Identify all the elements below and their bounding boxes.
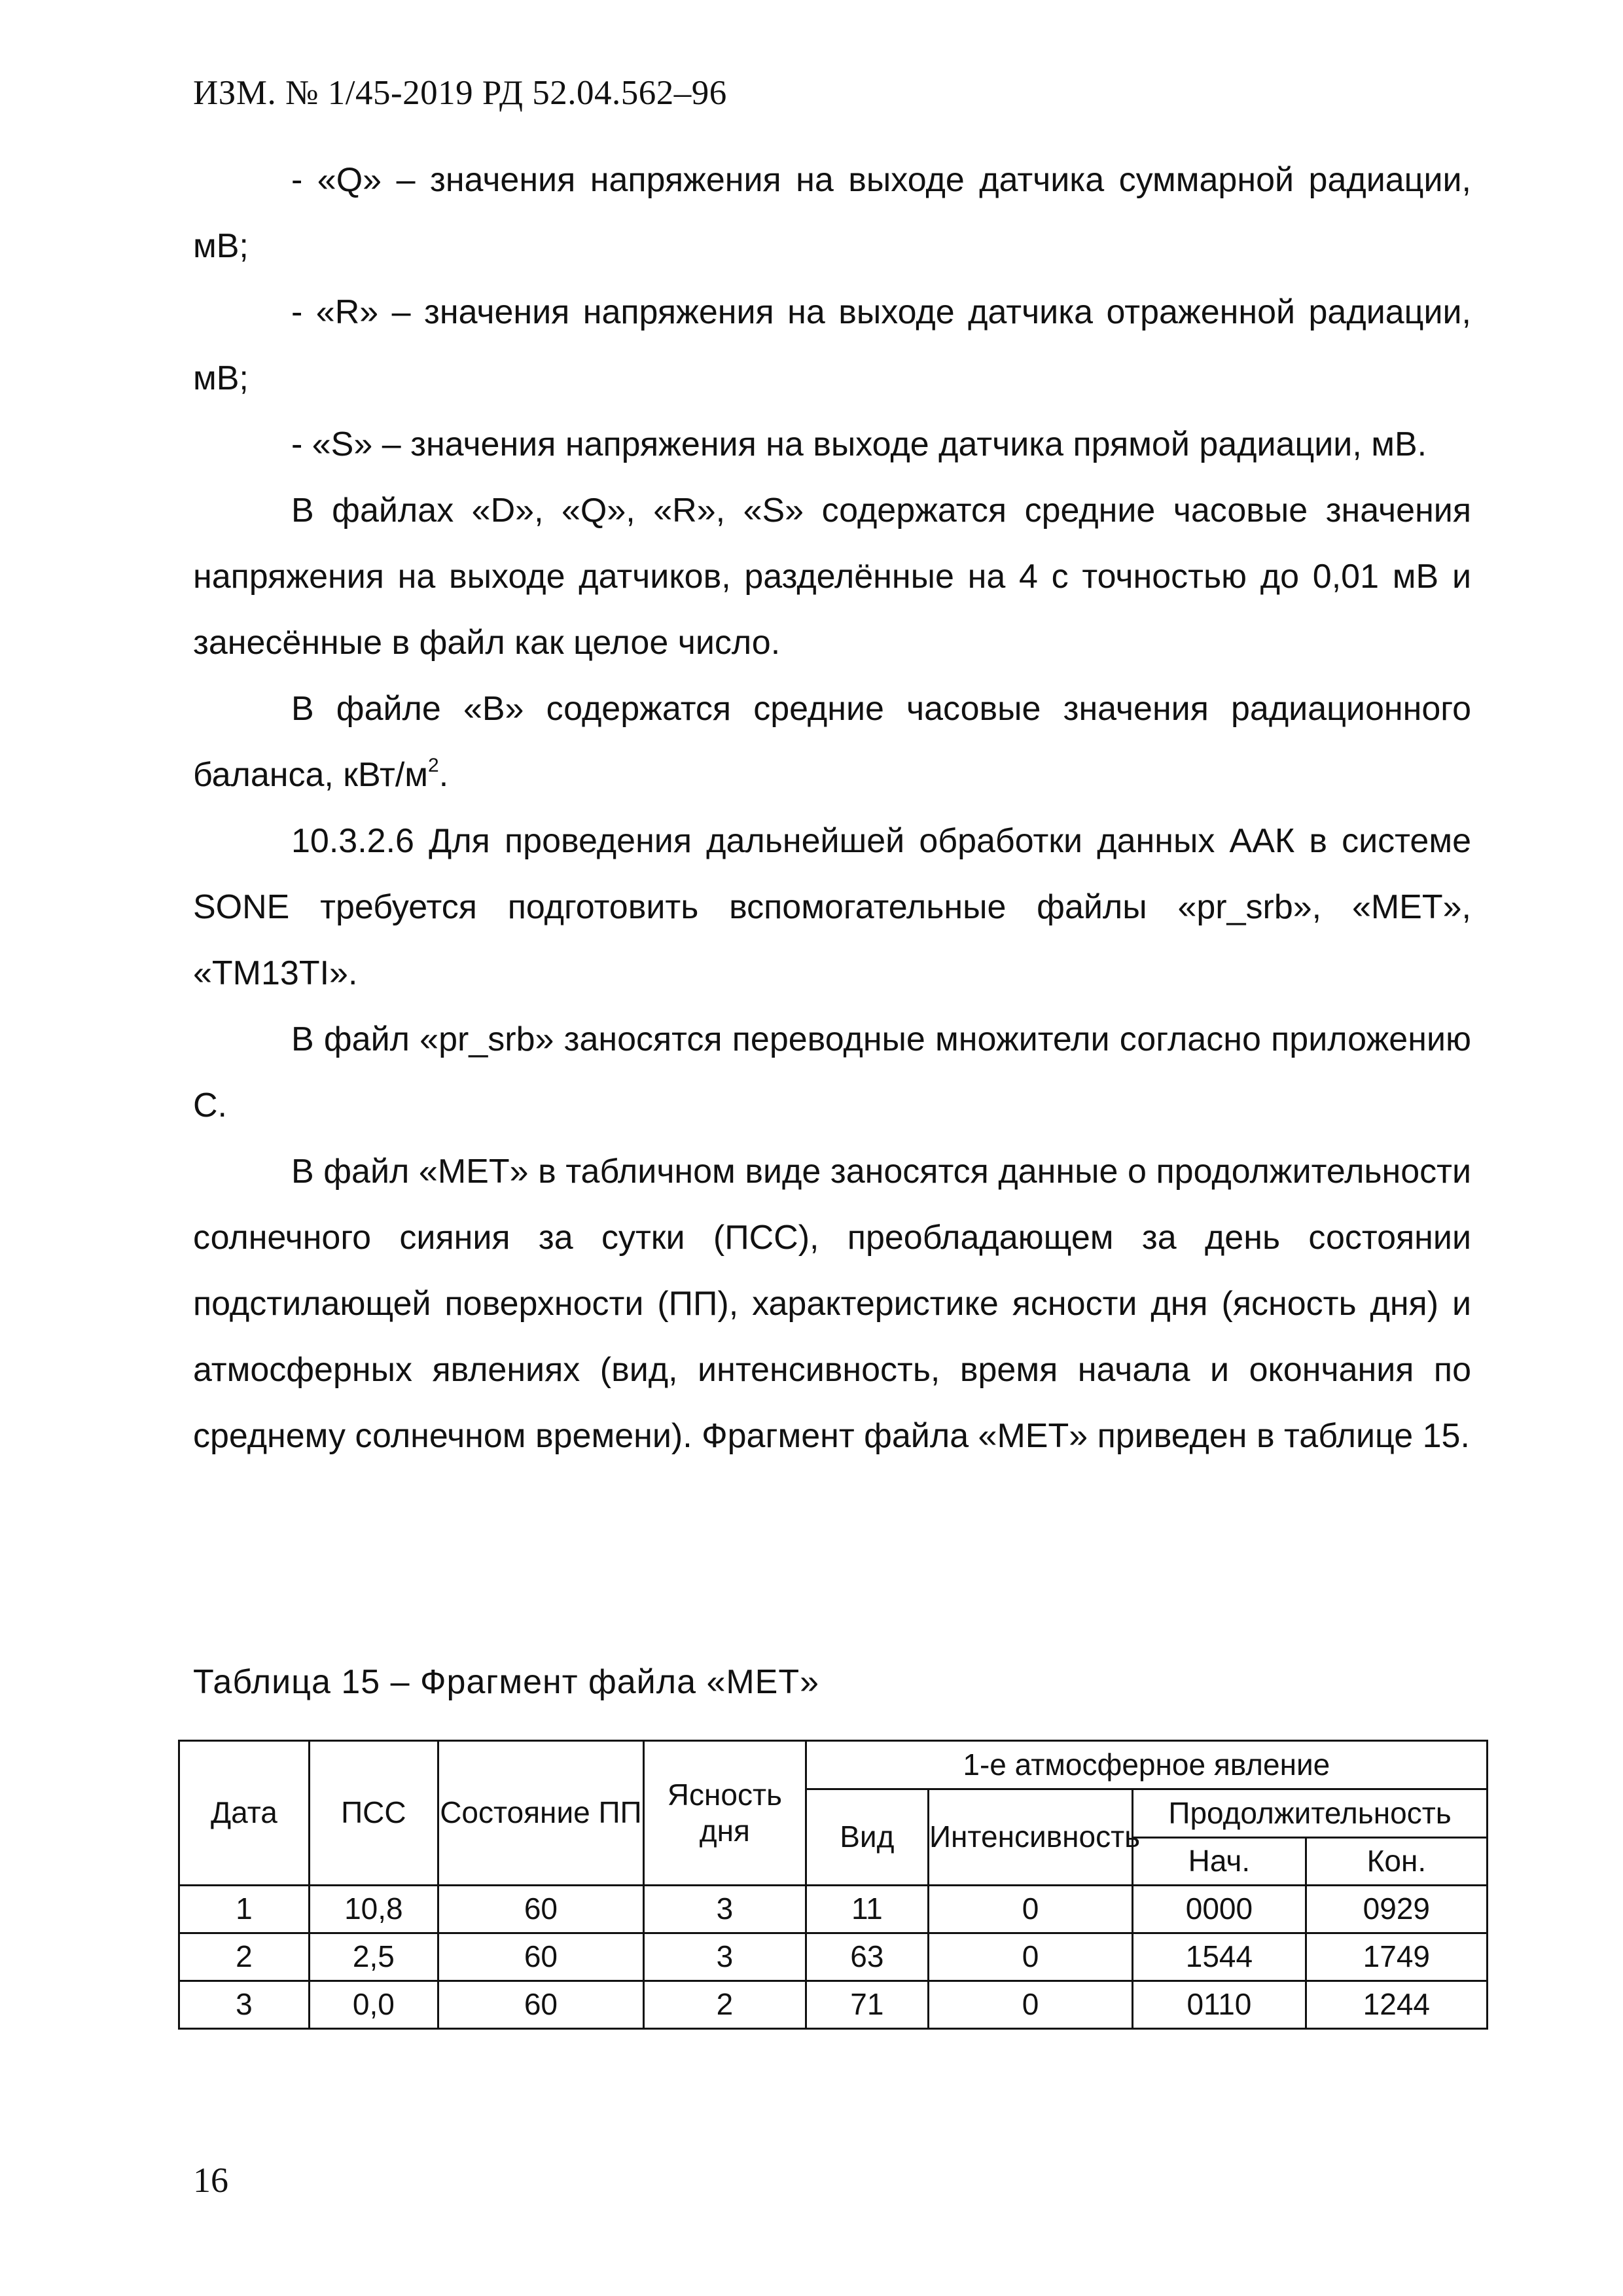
cell-state: 60 xyxy=(438,1981,643,2029)
cell-start: 0110 xyxy=(1133,1981,1306,2029)
paragraph-met: В файл «MET» в табличном виде заносятся данные о продолжительности солнечного сияния за сутки (ПСС), преобладающем за день состоянии подстилающей поверхности (ПП), характеристике ясности дня (ясность дня) и атмосферных явлениях (вид, интенсивность, время начала и окончания по среднему солнечном времени). Фрагмент файла «MET» приведен в таблице 15. xyxy=(193,1153,1471,1455)
table-caption: Таблица 15 – Фрагмент файла «MET» xyxy=(193,1663,820,1701)
superscript-2: 2 xyxy=(428,755,439,776)
document-header: ИЗМ. № 1/45-2019 РД 52.04.562–96 xyxy=(193,74,727,112)
cell-intensity: 0 xyxy=(928,1886,1132,1933)
cell-intensity: 0 xyxy=(928,1981,1132,2029)
cell-clarity: 3 xyxy=(644,1933,806,1981)
header-state: Состояние ПП xyxy=(438,1741,643,1886)
cell-pss: 0,0 xyxy=(309,1981,438,2029)
cell-pss: 2,5 xyxy=(309,1933,438,1981)
cell-clarity: 2 xyxy=(644,1981,806,2029)
cell-date: 2 xyxy=(179,1933,310,1981)
paragraph-files-dqrs: В файлах «D», «Q», «R», «S» содержатся средние часовые значения напряжения на выходе датчиков, разделённые на 4 с точностью до 0,01 мВ и занесённые в файл как целое число. xyxy=(193,492,1471,662)
paragraph-r: - «R» – значения напряжения на выходе датчика отраженной радиации, мВ; xyxy=(193,293,1471,397)
paragraph-file-b xyxy=(193,676,1471,808)
header-kind: Вид xyxy=(806,1789,928,1886)
cell-clarity: 3 xyxy=(644,1886,806,1933)
page-number: 16 xyxy=(193,2161,228,2200)
table-row xyxy=(179,1981,1488,2029)
cell-date: 3 xyxy=(179,1981,310,2029)
met-table xyxy=(178,1740,1488,2030)
header-intensity: Интенсивность xyxy=(928,1789,1132,1886)
paragraph-10-3-2-6: 10.3.2.6 Для проведения дальнейшей обработки данных ААК в системе SONE требуется подготовить вспомогательные файлы «pr_srb», «MET», «TM13TI». xyxy=(193,822,1471,992)
header-end: Кон. xyxy=(1306,1838,1487,1886)
paragraph-file-b-text: В файле «B» содержатся средние часовые значения радиационного баланса, кВт/м xyxy=(193,690,1471,794)
cell-intensity: 0 xyxy=(928,1933,1132,1981)
paragraph-q: - «Q» – значения напряжения на выходе датчика суммарной радиации, мВ; xyxy=(193,161,1471,265)
header-pss: ПСС xyxy=(309,1741,438,1886)
cell-kind: 63 xyxy=(806,1933,928,1981)
cell-state: 60 xyxy=(438,1886,643,1933)
header-clarity: Ясность дня xyxy=(644,1741,806,1886)
header-start: Нач. xyxy=(1133,1838,1306,1886)
cell-pss: 10,8 xyxy=(309,1886,438,1933)
cell-end: 1749 xyxy=(1306,1933,1487,1981)
table-row xyxy=(179,1933,1488,1981)
cell-kind: 11 xyxy=(806,1886,928,1933)
cell-date: 1 xyxy=(179,1886,310,1933)
cell-start: 1544 xyxy=(1133,1933,1306,1981)
cell-state: 60 xyxy=(438,1933,643,1981)
header-date: Дата xyxy=(179,1741,310,1886)
cell-start: 0000 xyxy=(1133,1886,1306,1933)
cell-kind: 71 xyxy=(806,1981,928,2029)
header-duration: Продолжительность xyxy=(1133,1789,1488,1838)
body-text xyxy=(193,147,1471,1469)
cell-end: 0929 xyxy=(1306,1886,1487,1933)
paragraph-s: - «S» – значения напряжения на выходе датчика прямой радиации, мВ. xyxy=(291,425,1427,463)
paragraph-pr-srb: В файл «pr_srb» заносятся переводные множители согласно приложению С. xyxy=(193,1020,1471,1124)
header-phenomenon: 1-е атмосферное явление xyxy=(806,1741,1487,1789)
table-row xyxy=(179,1886,1488,1933)
cell-end: 1244 xyxy=(1306,1981,1487,2029)
paragraph-file-b-tail: . xyxy=(438,756,449,794)
